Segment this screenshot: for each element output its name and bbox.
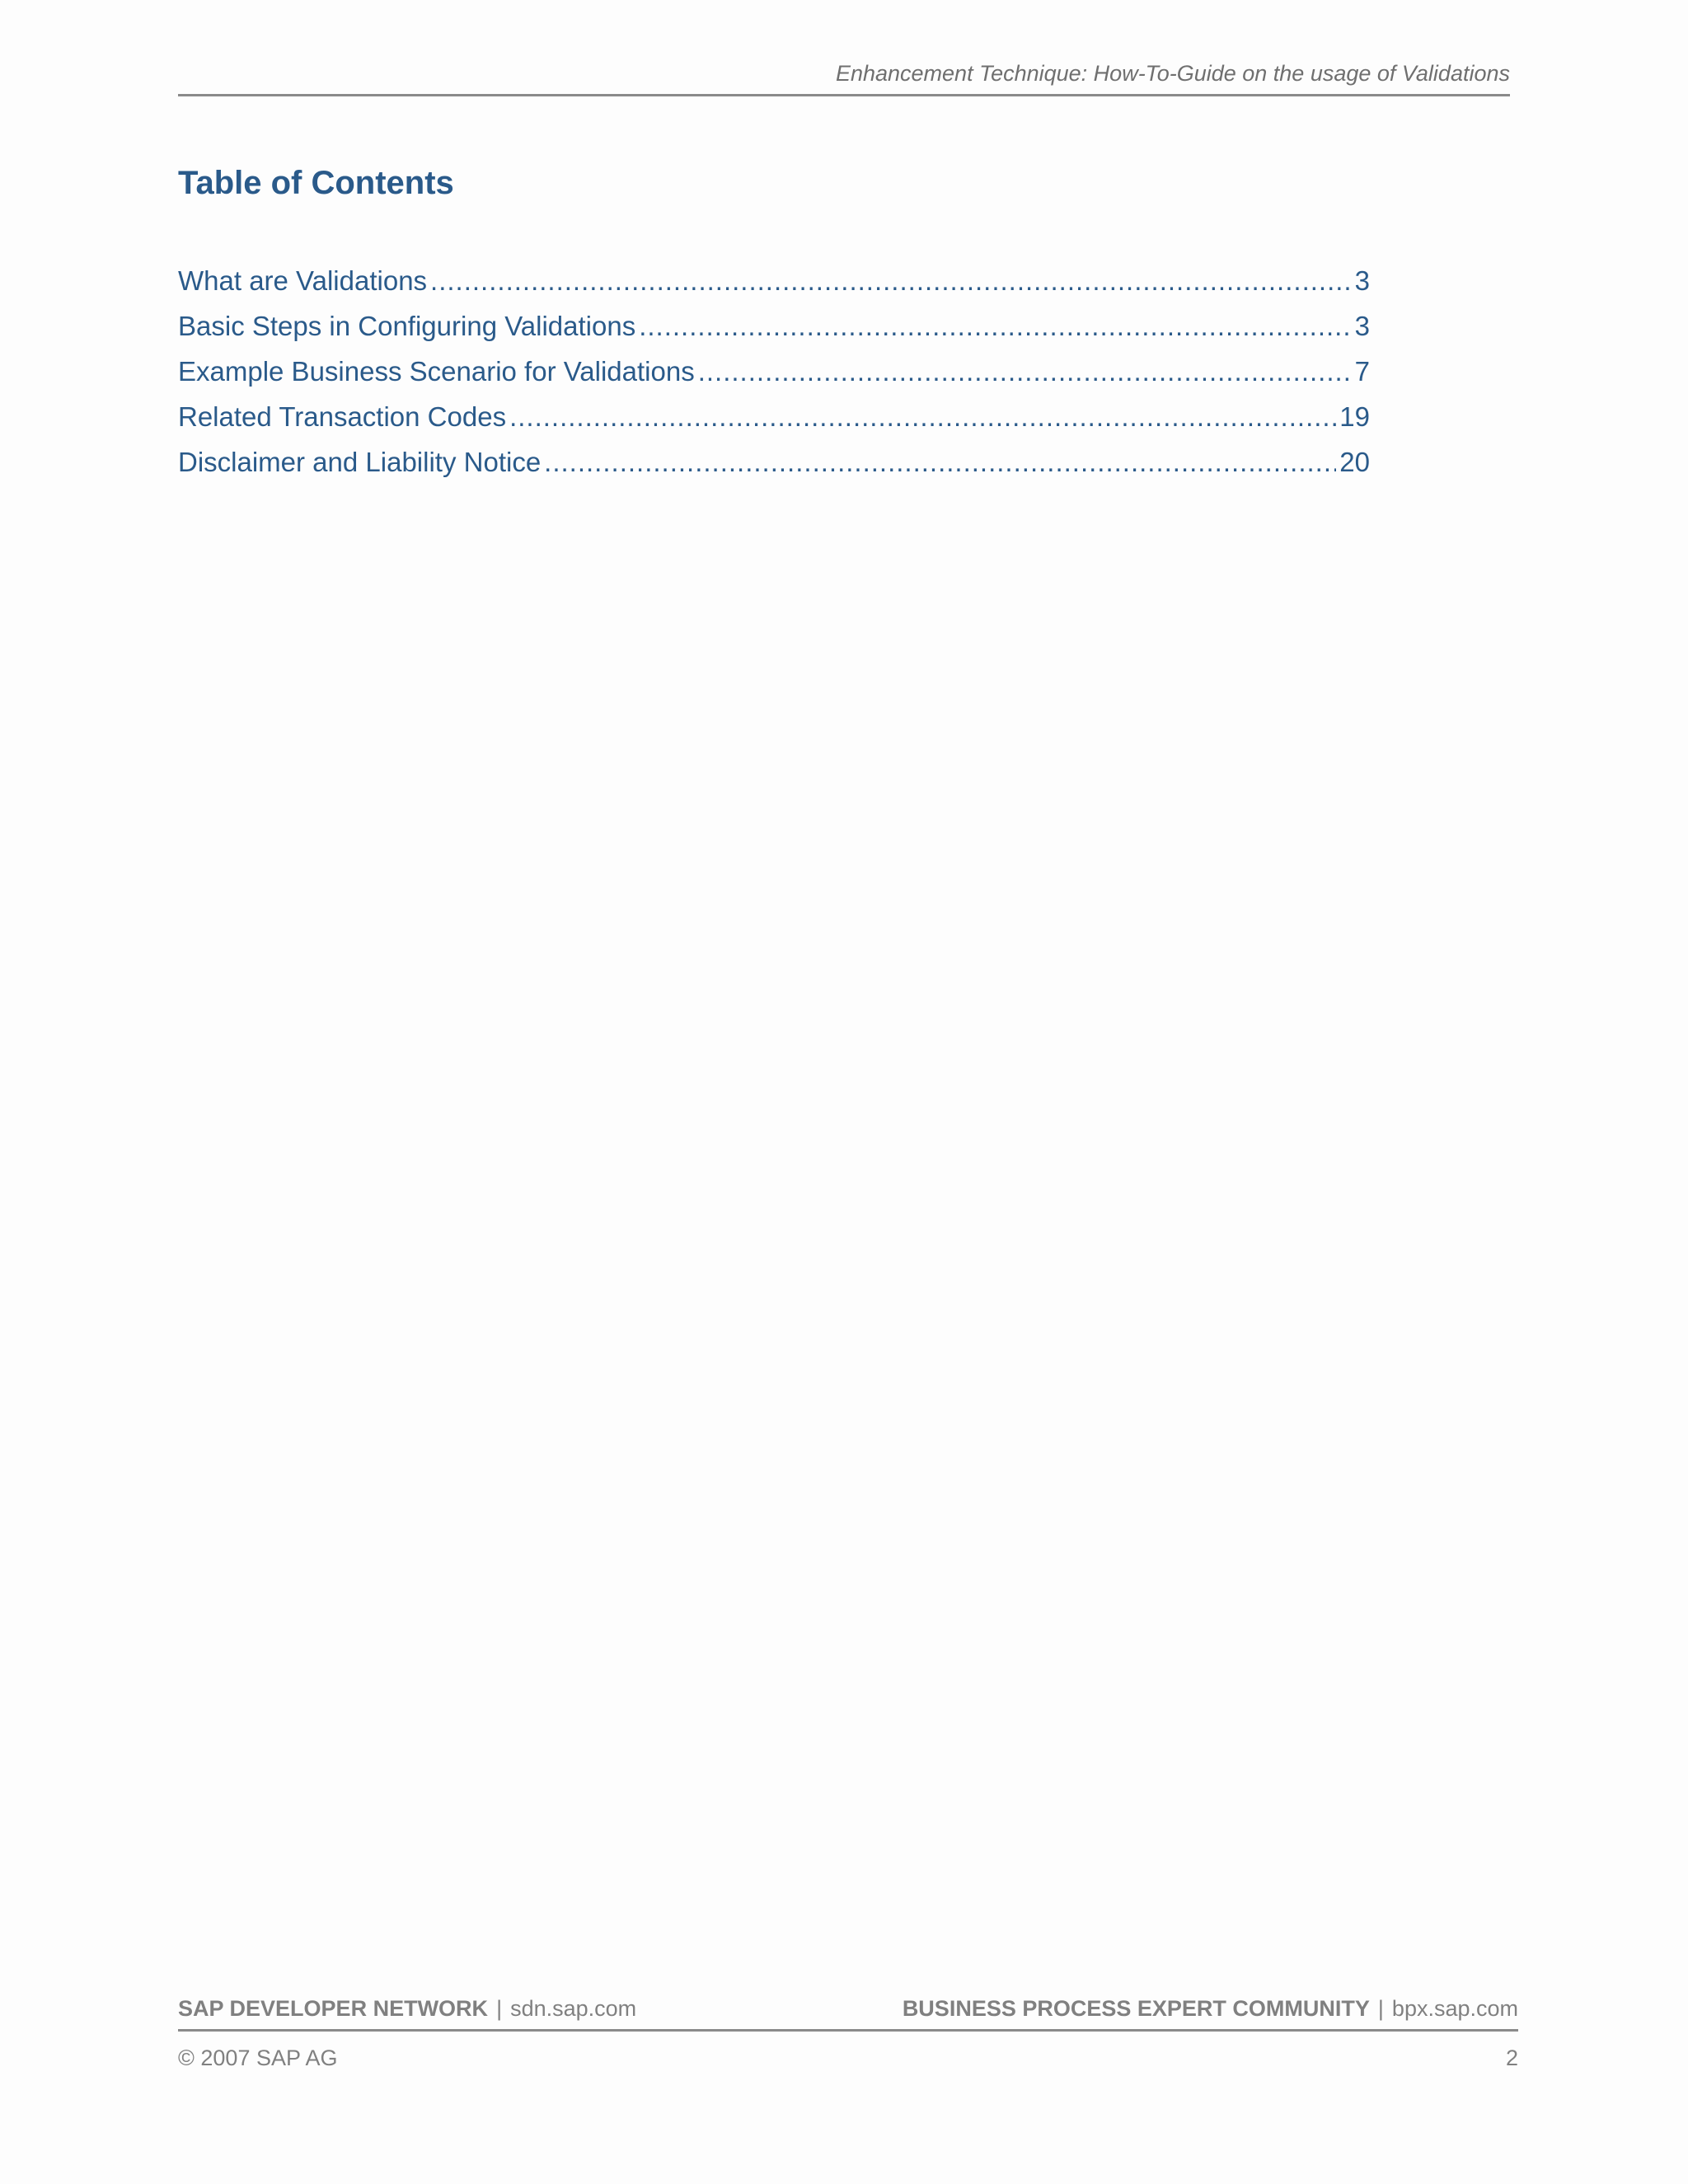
footer-separator: | <box>1377 1996 1384 2021</box>
page-number: 2 <box>1505 2046 1518 2070</box>
toc-entry-label[interactable]: Example Business Scenario for Validations <box>178 356 695 387</box>
toc-dot-leader <box>544 447 1336 478</box>
toc-entry-label[interactable]: What are Validations <box>178 265 428 296</box>
toc-entry-basic-steps[interactable] <box>178 311 1370 356</box>
toc-entry-example-scenario[interactable] <box>178 356 1370 401</box>
toc-entry-transaction-codes[interactable] <box>178 401 1370 447</box>
toc-entry-disclaimer[interactable] <box>178 447 1370 492</box>
footer-bpx-brand: BUSINESS PROCESS EXPERT COMMUNITY <box>902 1996 1370 2021</box>
toc-list <box>178 265 1370 492</box>
toc-dot-leader <box>509 401 1336 433</box>
toc-entry-label[interactable]: Related Transaction Codes <box>178 401 507 432</box>
toc-entry-page[interactable]: 20 <box>1339 447 1370 477</box>
toc-entry-label[interactable]: Disclaimer and Liability Notice <box>178 447 542 477</box>
toc-dot-leader <box>698 356 1352 387</box>
footer-bpx <box>903 1996 1518 2022</box>
toc-entry-label[interactable]: Basic Steps in Configuring Validations <box>178 311 636 341</box>
toc-entry-page[interactable]: 19 <box>1339 401 1370 432</box>
toc-entry-page[interactable]: 7 <box>1354 356 1370 387</box>
toc-dot-leader <box>430 265 1352 297</box>
toc-entry-page[interactable]: 3 <box>1354 311 1370 341</box>
footer-separator: | <box>496 1996 503 2021</box>
header-title: Enhancement Technique: How-To-Guide on the usage of Validations <box>835 61 1510 86</box>
copyright-notice: © 2007 SAP AG <box>178 2046 338 2070</box>
toc-heading: Table of Contents <box>178 165 454 201</box>
page-header <box>178 59 1510 96</box>
footer-bpx-url[interactable]: bpx.sap.com <box>1391 1996 1518 2021</box>
page-footer <box>178 1993 1518 2032</box>
footer-sdn-url[interactable]: sdn.sap.com <box>510 1996 637 2021</box>
footer-sdn-brand: SAP DEVELOPER NETWORK <box>178 1996 489 2021</box>
footer-sdn <box>178 1996 636 2022</box>
toc-entry-what-are-validations[interactable] <box>178 265 1370 311</box>
toc-dot-leader <box>639 311 1351 342</box>
toc-entry-page[interactable]: 3 <box>1354 265 1370 296</box>
